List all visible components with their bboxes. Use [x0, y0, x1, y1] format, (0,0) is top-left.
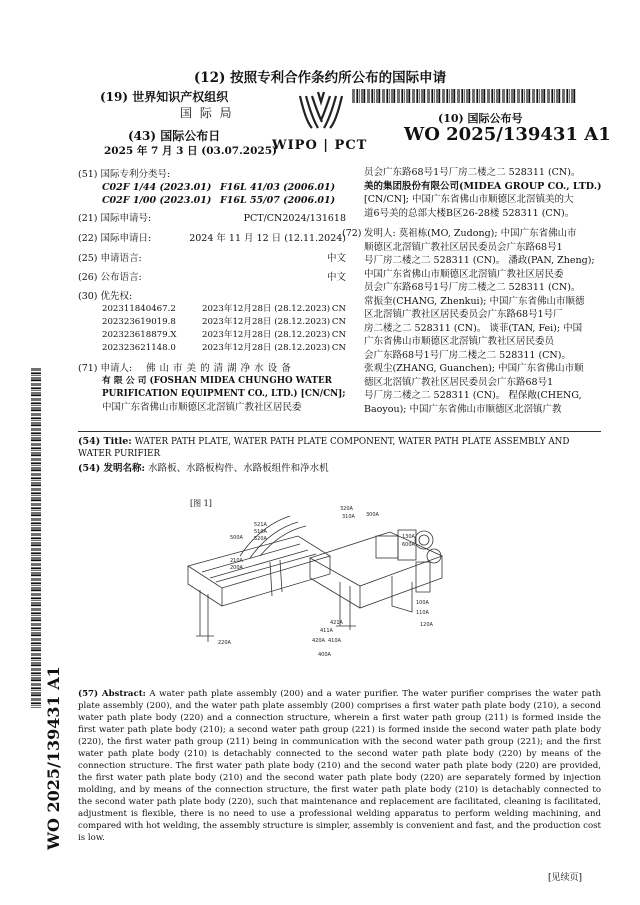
- inventor-line: Baoyou); 中国广东省佛山市顺德区北滘镇广教: [364, 403, 562, 415]
- ref-label: 420A: [312, 638, 325, 644]
- ref-label: 500A: [230, 535, 243, 541]
- ref-label: 510A: [254, 529, 267, 535]
- inventor-line: 张观尘(ZHANG, Guanchen); 中国广东省佛山市顺: [364, 363, 584, 374]
- filing-lang: 中文: [326, 253, 346, 264]
- pub-date: 2025 年 7 月 3 日 (03.07.2025): [104, 145, 277, 157]
- side-pub-number: WO 2025/139431 A1: [44, 666, 63, 850]
- priority-date: 2023年12月28日 (28.12.2023): [202, 343, 331, 353]
- title-zh: 水路板、水路板构件、水路板组件和净水机: [148, 463, 329, 474]
- ref-label: 410A: [328, 638, 341, 644]
- ipc-a2: C02F 1/00 (2023.01): [102, 195, 212, 206]
- pub-date-label: (43) 国际公布日: [128, 129, 221, 143]
- ref-label: 120A: [420, 622, 433, 628]
- document-kind-title: (12) 按照专利合作条约所公布的国际申请: [193, 70, 447, 86]
- pub-lang-label: (26) 公布语言:: [78, 272, 142, 283]
- barcode-side-icon: [31, 368, 41, 708]
- app-no: PCT/CN2024/131618: [243, 213, 346, 224]
- biblio-left: [78, 168, 348, 428]
- applicant-cont-line: [CN/CN]; 中国广东省佛山市顺德区北滘镇美的大: [364, 194, 574, 205]
- inventor-line: 区北滘镇广教社区居民委员会广东路68号1号厂: [364, 309, 563, 320]
- applicant-cont-line: 美的集团股份有限公司(MIDEA GROUP CO., LTD.): [364, 180, 602, 192]
- priority-cc: CN: [331, 304, 346, 314]
- ipc-b2: F16L 55/07 (2006.01): [220, 195, 336, 206]
- priority-no: 202323619019.8: [102, 317, 176, 327]
- inventor-line: 德区北滘镇广教社区居民委员会广东路68号1: [364, 376, 554, 388]
- applicant-line: 有 限 公 司 (FOSHAN MIDEA CHUNGHO WATER: [102, 376, 332, 386]
- abstract-text: A water path plate assembly (200) and a water purifier. The water purifier comprises the water path plate assembly (200), and the water path plate assembly (200) comprises a first water path plate body (210), a second water path plate body (220) and a connection structure, wherein a first water path group (211) is formed inside the first water path plate body (210); a second water path group (221) is formed inside the second water path plate body (220), the first water path group (211) being in communication with the second water path group (221); and the first water path plate body (210) is detachably connected to the second water path plate body (220) by means of the connection structure. The first water path plate body (210) and the second water path plate body (220) are provided, the first water path plate body (210) and the second water path plate body (220) are separately formed by injection molding, and by means of the connection structure, the first water path plate body (210) is detachably connected to the second water path plate body (220), such that maintenance and replacement are facilitated, cleaning is facilitated, adjustment is flexible, there is no need to use a professional welding apparatus to perform welding machining, and compared with hot welding, the assembly structure is simpler, assembly is convenient and fast, and the production cost is low.: [78, 689, 602, 843]
- priority-label: (30) 优先权:: [78, 291, 133, 302]
- app-date: 2024 年 11 月 12 日 (12.11.2024): [189, 233, 346, 244]
- inventors: [364, 227, 604, 416]
- priority-date: 2023年12月28日 (28.12.2023): [202, 330, 331, 340]
- ref-label: 320A: [340, 506, 353, 512]
- continued-note: [见续页]: [548, 873, 583, 883]
- title-zh-label: (54) 发明名称:: [78, 463, 146, 474]
- priority-cc: CN: [331, 343, 346, 353]
- inventor-line: 号厂房二楼之二 528311 (CN)。 潘政(PAN, Zheng);: [364, 255, 595, 266]
- divider: [78, 431, 601, 432]
- applicant-continued: [364, 166, 604, 220]
- ref-label: 521A: [254, 522, 267, 528]
- applicant-cont-line: 员会广东路68号1号厂房二楼之二 528311 (CN)。: [364, 167, 581, 178]
- filing-lang-label: (25) 申请语言:: [78, 253, 142, 264]
- wipo-logo-icon: [296, 88, 346, 134]
- priority-no: 202323621148.0: [102, 343, 176, 353]
- figure-label: [图 1]: [190, 499, 212, 508]
- priority-date: 2023年12月28日 (28.12.2023): [202, 304, 331, 314]
- ref-label: 300A: [366, 512, 379, 518]
- applicant-line: PURIFICATION EQUIPMENT CO., LTD.) [CN/CN];: [102, 389, 346, 399]
- applicant-line: 中国广东省佛山市顺德区北滘镇广教社区居民委: [102, 402, 302, 413]
- abstract-label: (57) Abstract:: [78, 689, 146, 699]
- ref-label: 600A: [402, 542, 415, 548]
- ref-label: 110A: [416, 610, 429, 616]
- title-block: [78, 436, 601, 475]
- inventor-line: 中国广东省佛山市顺德区北滘镇广教社区居民委: [364, 268, 564, 280]
- ipc-a1: C02F 1/44 (2023.01): [102, 182, 212, 193]
- organization-name: (19) 世界知识产权组织: [100, 90, 229, 104]
- ref-label: 411A: [320, 628, 333, 634]
- pub-number-label: (10) 国际公布号: [438, 112, 523, 125]
- title-en: WATER PATH PLATE, WATER PATH PLATE COMPONENT, WATER PATH PLATE ASSEMBLY AND WATER PURIFIER: [78, 437, 570, 459]
- priority-cc: CN: [331, 330, 346, 340]
- ref-label: 210A: [230, 558, 243, 564]
- app-no-label: (21) 国际申请号:: [78, 213, 152, 224]
- ref-label: 400A: [318, 652, 331, 658]
- inventor-line: 广东省佛山市顺德区北滘镇广教社区居民委员: [364, 336, 555, 347]
- ref-label: 421A: [330, 620, 343, 626]
- priority-no: 202323618879.X: [102, 330, 177, 340]
- pub-lang: 中文: [326, 272, 346, 283]
- inventor-line: 常振奎(CHANG, Zhenkui); 中国广东省佛山市顺德: [364, 295, 585, 307]
- pub-number: WO 2025/139431 A1: [404, 124, 611, 145]
- ipc-b1: F16L 41/03 (2006.01): [220, 182, 336, 193]
- ipc-label: (51) 国际专利分类号:: [78, 169, 171, 180]
- inventor-line: 号厂房二楼之二 528311 (CN)。 程保敞(CHENG,: [364, 390, 582, 401]
- applicant-label: (71) 申请人:: [78, 363, 133, 374]
- priority-cc: CN: [331, 317, 346, 327]
- inventor-label: (72): [342, 228, 362, 239]
- priority-date: 2023年12月28日 (28.12.2023): [202, 317, 331, 327]
- ref-label: 100A: [416, 600, 429, 606]
- wipo-pct-mark: WIPO | PCT: [272, 138, 368, 153]
- priority-no: 202311840467.2: [102, 304, 176, 314]
- inventor-line: 发明人: 莫祖栋(MO, Zudong); 中国广东省佛山市: [364, 228, 577, 239]
- inventor-line: 顺德区北滘镇广教社区居民委员会广东路68号1: [364, 241, 563, 253]
- inventor-line: 员会广东路68号1号厂房二楼之二 528311 (CN)。: [364, 282, 581, 293]
- inventor-line: 房二楼之二 528311 (CN)。 谈菲(TAN, Fei); 中国: [364, 322, 583, 334]
- title-en-label: (54) Title:: [78, 436, 132, 447]
- ref-label: 520A: [254, 536, 267, 542]
- abstract: [78, 688, 601, 844]
- inventor-line: 会广东路68号1号厂房二楼之二 528311 (CN)。: [364, 349, 571, 361]
- barcode-top-icon: [352, 89, 576, 103]
- ref-label: 220A: [218, 640, 231, 646]
- applicant-cont-line: 道6号美的总部大楼B区26-28楼 528311 (CN)。: [364, 207, 575, 219]
- applicant-line: 佛 山 市 美 的 清 湖 净 水 设 备: [146, 363, 292, 374]
- ref-label: 310A: [342, 514, 355, 520]
- ref-label: 130A: [402, 534, 415, 540]
- office-name: 国 际 局: [180, 106, 234, 120]
- app-date-label: (22) 国际申请日:: [78, 233, 152, 244]
- patent-figure: [180, 496, 455, 671]
- ref-label: 200A: [230, 565, 243, 571]
